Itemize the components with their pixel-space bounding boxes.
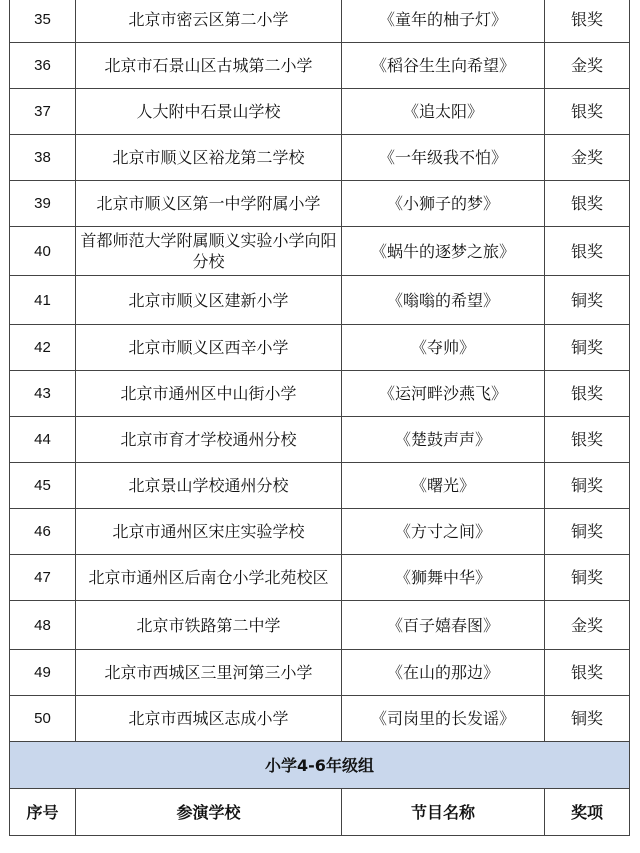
award-cell: 铜奖	[545, 509, 630, 555]
program-cell: 《一年级我不怕》	[342, 135, 545, 181]
table-row	[10, 181, 630, 227]
award-cell: 银奖	[545, 227, 630, 276]
num-cell: 36	[10, 43, 76, 89]
award-cell: 银奖	[545, 0, 630, 43]
school-cell: 首都师范大学附属顺义实验小学向阳分校	[76, 227, 342, 276]
table-row	[10, 276, 630, 325]
group-title-row	[10, 742, 630, 789]
program-cell: 《运河畔沙燕飞》	[342, 371, 545, 417]
table-row	[10, 325, 630, 371]
table-row	[10, 696, 630, 742]
program-cell: 《嗡嗡的希望》	[342, 276, 545, 325]
school-cell: 北京市顺义区第一中学附属小学	[76, 181, 342, 227]
school-cell: 人大附中石景山学校	[76, 89, 342, 135]
table-row	[10, 227, 630, 276]
program-cell: 《稻谷生生向希望》	[342, 43, 545, 89]
school-cell: 北京市密云区第二小学	[76, 0, 342, 43]
num-cell: 40	[10, 227, 76, 276]
award-cell: 银奖	[545, 181, 630, 227]
num-cell: 45	[10, 463, 76, 509]
school-cell: 北京市顺义区裕龙第二学校	[76, 135, 342, 181]
program-cell: 《曙光》	[342, 463, 545, 509]
award-cell: 金奖	[545, 43, 630, 89]
num-cell: 43	[10, 371, 76, 417]
num-cell: 39	[10, 181, 76, 227]
award-cell: 铜奖	[545, 696, 630, 742]
program-cell: 《蜗牛的逐梦之旅》	[342, 227, 545, 276]
award-cell: 铜奖	[545, 463, 630, 509]
award-cell: 铜奖	[545, 555, 630, 601]
award-cell: 金奖	[545, 601, 630, 650]
school-cell: 北京市顺义区西辛小学	[76, 325, 342, 371]
school-cell: 北京市通州区中山街小学	[76, 371, 342, 417]
school-cell: 北京市顺义区建新小学	[76, 276, 342, 325]
award-cell: 铜奖	[545, 276, 630, 325]
num-cell: 44	[10, 417, 76, 463]
awards-table	[9, 0, 630, 836]
school-cell: 北京市西城区志成小学	[76, 696, 342, 742]
awards-table-body	[10, 0, 630, 836]
num-cell: 37	[10, 89, 76, 135]
program-cell: 《夺帅》	[342, 325, 545, 371]
table-row	[10, 650, 630, 696]
table-row	[10, 555, 630, 601]
program-cell: 《楚鼓声声》	[342, 417, 545, 463]
school-cell: 北京市铁路第二中学	[76, 601, 342, 650]
award-cell: 银奖	[545, 650, 630, 696]
program-cell: 《方寸之间》	[342, 509, 545, 555]
award-cell: 金奖	[545, 135, 630, 181]
table-row	[10, 463, 630, 509]
program-cell: 《在山的那边》	[342, 650, 545, 696]
table-row	[10, 0, 630, 43]
header-num: 序号	[10, 789, 76, 836]
school-cell: 北京市西城区三里河第三小学	[76, 650, 342, 696]
school-cell: 北京市通州区后南仓小学北苑校区	[76, 555, 342, 601]
table-row	[10, 601, 630, 650]
table-row	[10, 371, 630, 417]
program-cell: 《追太阳》	[342, 89, 545, 135]
num-cell: 38	[10, 135, 76, 181]
program-cell: 《童年的柚子灯》	[342, 0, 545, 43]
program-cell: 《小狮子的梦》	[342, 181, 545, 227]
num-cell: 46	[10, 509, 76, 555]
num-cell: 49	[10, 650, 76, 696]
school-cell: 北京市通州区宋庄实验学校	[76, 509, 342, 555]
group-title: 小学4-6年级组	[10, 742, 630, 789]
header-program: 节目名称	[342, 789, 545, 836]
num-cell: 42	[10, 325, 76, 371]
num-cell: 48	[10, 601, 76, 650]
num-cell: 50	[10, 696, 76, 742]
num-cell: 47	[10, 555, 76, 601]
table-row	[10, 89, 630, 135]
award-cell: 铜奖	[545, 325, 630, 371]
num-cell: 41	[10, 276, 76, 325]
school-cell: 北京景山学校通州分校	[76, 463, 342, 509]
award-cell: 银奖	[545, 371, 630, 417]
header-school: 参演学校	[76, 789, 342, 836]
program-cell: 《狮舞中华》	[342, 555, 545, 601]
program-cell: 《百子嬉春图》	[342, 601, 545, 650]
header-award: 奖项	[545, 789, 630, 836]
award-cell: 银奖	[545, 417, 630, 463]
award-cell: 银奖	[545, 89, 630, 135]
table-row	[10, 417, 630, 463]
table-header-row	[10, 789, 630, 836]
table-row	[10, 509, 630, 555]
program-cell: 《司岗里的长发谣》	[342, 696, 545, 742]
table-row	[10, 43, 630, 89]
num-cell: 35	[10, 0, 76, 43]
school-cell: 北京市育才学校通州分校	[76, 417, 342, 463]
school-cell: 北京市石景山区古城第二小学	[76, 43, 342, 89]
table-row	[10, 135, 630, 181]
